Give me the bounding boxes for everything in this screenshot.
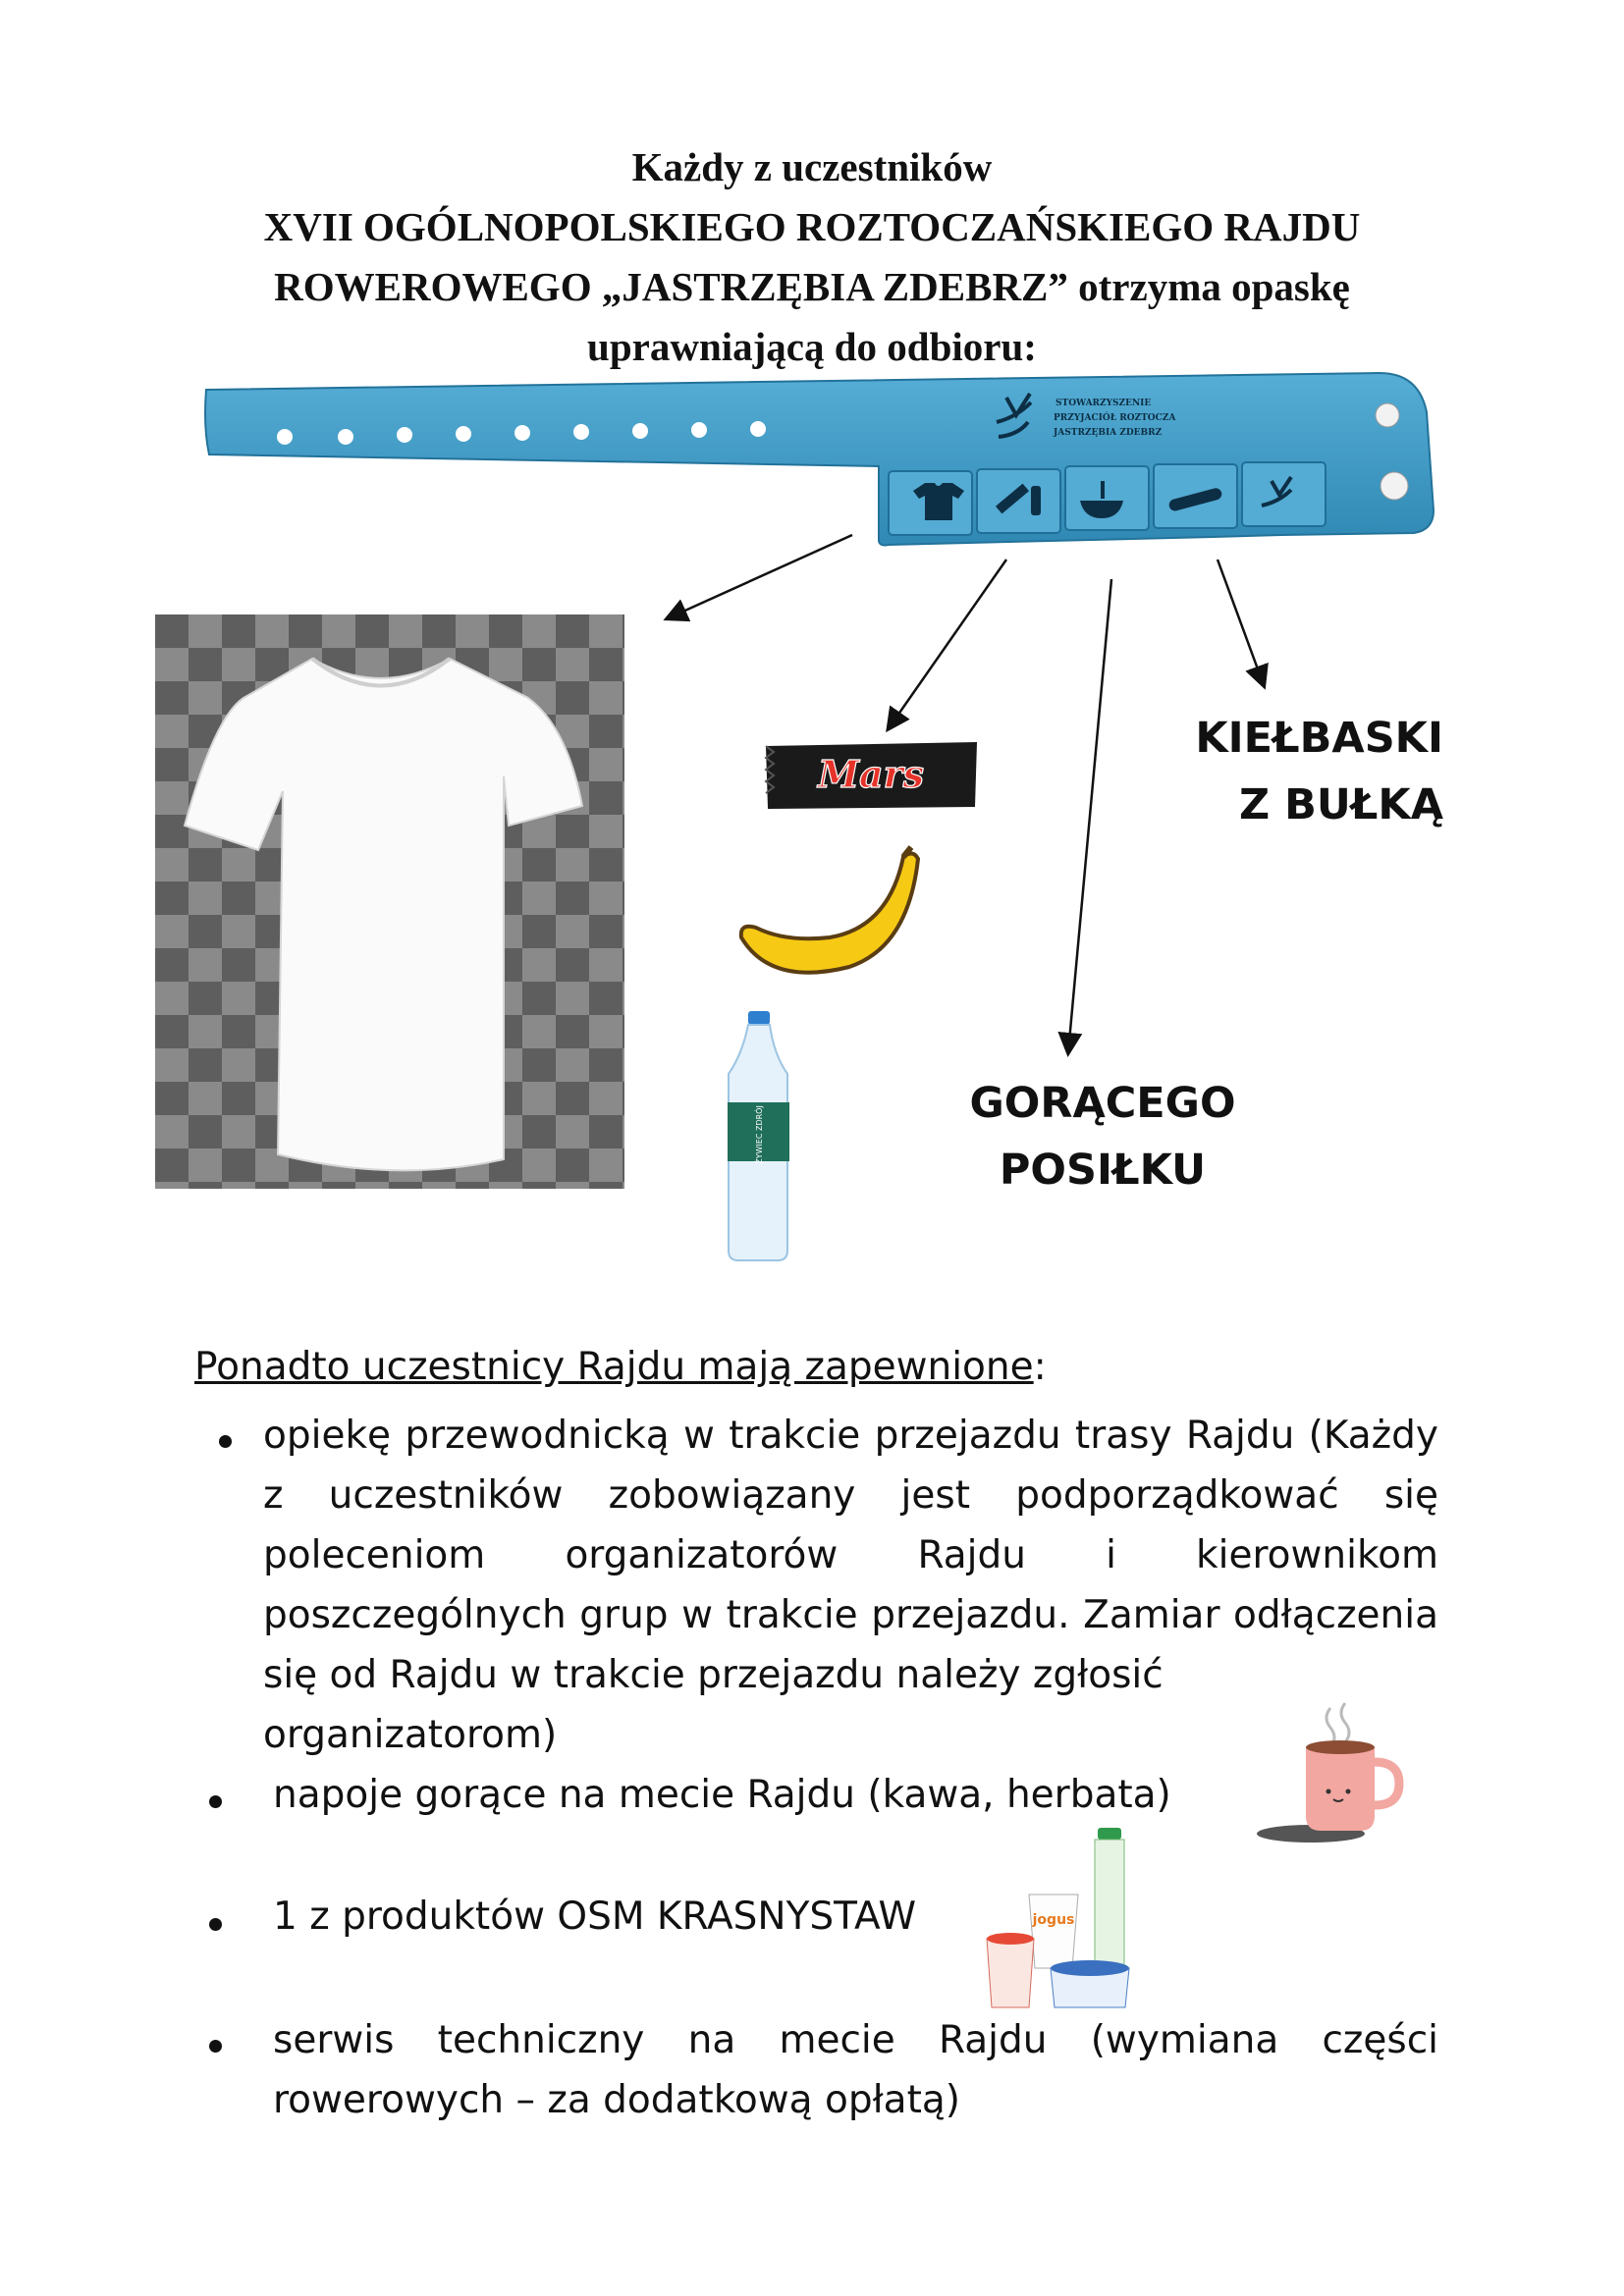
arrow-to-sausages	[1218, 560, 1264, 685]
mug-image	[1252, 1698, 1409, 1845]
water-bottle-image	[722, 1009, 795, 1264]
arrow-to-tshirt	[668, 535, 852, 618]
arrow-to-hot-meal	[1068, 579, 1111, 1052]
bullet-dot	[209, 1918, 222, 1931]
services-intro-colon: :	[1033, 1345, 1047, 1389]
banana-image	[731, 839, 928, 987]
band-logo-line-2: PRZYJACIÓŁ ROZTOCZA	[1054, 413, 1176, 423]
heading-line-3-rest: otrzyma opaskę	[1067, 264, 1350, 309]
dairy-products-image	[982, 1826, 1149, 2017]
list-item-guide-last: organizatorom)	[263, 1713, 558, 1757]
mars-bar-image	[761, 738, 982, 813]
hot-meal-label-line-2: POSIŁKU	[999, 1146, 1207, 1195]
list-item-service-last: rowerowych – za dodatkową opłatą)	[273, 2078, 960, 2122]
list-item-service-text: serwis techniczny na mecie Rajdu (wymiana części	[273, 2018, 1438, 2062]
list-item-products: 1 z produktów OSM KRASNYSTAW	[273, 1895, 917, 1939]
sausage-label	[1188, 705, 1443, 838]
heading-line-2: XVII OGÓLNOPOLSKIEGO ROZTOCZAŃSKIEGO RAJDU	[263, 204, 1361, 249]
band-logo-line-3: JASTRZĘBIA ZDEBRZ	[1054, 428, 1163, 438]
water-bottle-brand: ŻYWIEC ZDRÓJ	[755, 1105, 764, 1164]
tshirt-photo	[155, 614, 624, 1189]
services-intro	[194, 1345, 1047, 1389]
tshirt-icon	[155, 614, 624, 1189]
list-item-service	[273, 2010, 1438, 2130]
bullet-dot	[209, 2040, 222, 2053]
services-intro-text: Ponadto uczestnicy Rajdu mają zapewnione	[194, 1345, 1034, 1389]
arrow-to-snacks	[889, 560, 1006, 728]
list-item-guide-text: opiekę przewodnicką w trakcie przejazdu trasy Rajdu (Każdy z uczestników zobowiązany jest podporządkować się poleceniom organizatorów Rajdu i kierownikom poszczególnych grup w trakcie przejazdu. Zamiar odłączenia się od Rajdu w trakcie przejazdu należy zgłosić	[263, 1414, 1438, 1697]
sausage-label-line-2: Z BUŁKĄ	[1238, 780, 1443, 829]
dairy-brand-text: jogus	[1032, 1912, 1075, 1928]
list-item-drinks: napoje gorące na mecie Rajdu (kawa, herbata)	[273, 1773, 1171, 1817]
event-name: ROWEROWEGO „JASTRZĘBIA ZDEBRZ”	[274, 264, 1068, 309]
hot-meal-label	[941, 1070, 1265, 1203]
sausage-label-line-1: KIEŁBASKI	[1195, 714, 1443, 763]
bullet-dot	[219, 1435, 232, 1448]
bullet-dot	[209, 1795, 222, 1808]
hot-meal-label-line-1: GORĄCEGO	[969, 1079, 1236, 1128]
band-logo-line-1: STOWARZYSZENIE	[1056, 399, 1152, 408]
heading-line-4: uprawniającą do odbioru:	[587, 324, 1037, 369]
heading-line-1: Każdy z uczestników	[631, 144, 993, 189]
mars-logo-text: Mars	[817, 752, 925, 796]
